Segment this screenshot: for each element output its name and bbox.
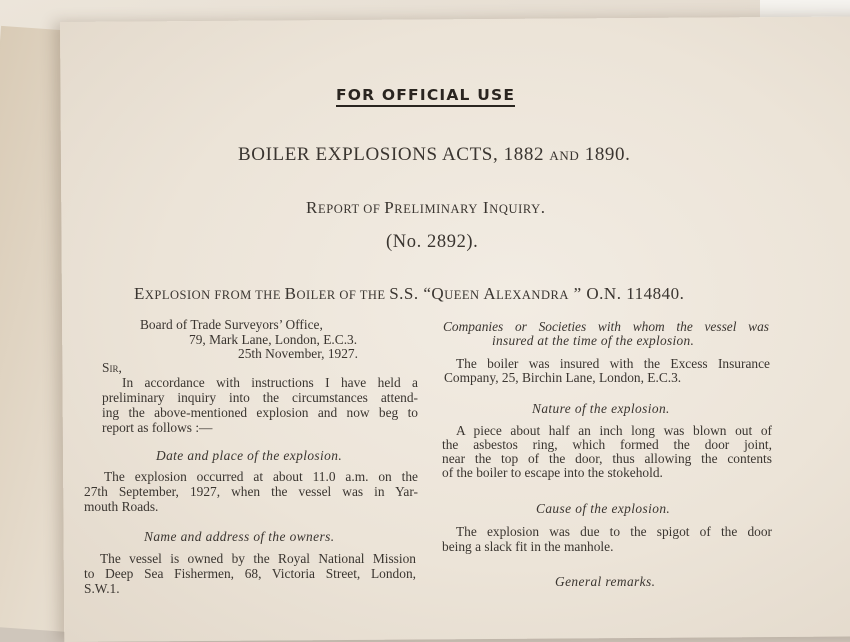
letter-date: 25th November, 1927. <box>238 346 358 361</box>
report-title-part: R <box>306 198 318 217</box>
section-heading: Date and place of the explosion. <box>156 448 343 463</box>
subject-part: E <box>134 284 145 303</box>
paragraph-line: of the boiler to escape into the stokehold. <box>442 465 663 480</box>
paragraph-line: mouth Roads. <box>84 499 159 514</box>
paragraph-line: In accordance with instructions I have held a <box>122 375 418 390</box>
subject-line <box>134 284 684 304</box>
address-line: Board of Trade Surveyors’ Office, <box>140 317 323 332</box>
address-line: 79, Mark Lane, London, E.C.3. <box>189 332 358 347</box>
section-heading: insured at the time of the explosion. <box>492 333 695 348</box>
paragraph-line: near the top of the door, thus allowing the contents <box>442 451 772 466</box>
acts-title-part: BOILER EXPLOSIONS ACTS, 1882 <box>238 144 550 165</box>
paragraph-line: The vessel is owned by the Royal National Mission <box>100 551 416 566</box>
paragraph-line: The boiler was insured with the Excess Insurance <box>456 356 770 371</box>
report-title-part: RELIMINARY <box>394 202 479 216</box>
report-title <box>306 198 546 218</box>
subject-part: Q <box>431 284 445 303</box>
report-number: (No. 2892). <box>386 232 479 252</box>
report-title-part: NQUIRY <box>489 202 541 216</box>
official-use-heading: FOR OFFICIAL USE <box>336 86 515 107</box>
subject-part: XPLOSION <box>144 288 211 302</box>
report-title-part: OF <box>359 202 385 216</box>
subject-part: FROM THE <box>210 288 285 302</box>
paragraph-line: ing the above-mentioned explosion and now beg to <box>102 405 418 420</box>
section-heading: Name and address of the owners. <box>144 529 335 544</box>
paragraph-line: The explosion occurred at about 11.0 a.m. on the <box>104 469 418 484</box>
subject-part: OF THE <box>335 288 390 302</box>
report-title-part: I <box>478 198 490 217</box>
paragraph-line: The explosion was due to the spigot of the door <box>456 524 772 539</box>
section-heading: Cause of the explosion. <box>536 501 671 516</box>
subject-part: S.S. “ <box>389 284 432 303</box>
subject-part: B <box>284 284 297 303</box>
paragraph-line: 27th September, 1927, when the vessel was in Yar- <box>84 484 418 499</box>
section-heading: General remarks. <box>555 574 656 589</box>
subject-part: UEEN <box>444 288 480 302</box>
paragraph-line: to Deep Sea Fishermen, 68, Victoria Street, London, <box>84 566 416 581</box>
acts-title-and: AND <box>549 148 580 163</box>
paragraph-line: being a slack fit in the manhole. <box>442 539 614 554</box>
paragraph-line: A piece about half an inch long was blown out of <box>456 423 772 438</box>
report-title-part: EPORT <box>317 202 360 216</box>
acts-title-part: 1890. <box>579 144 631 165</box>
paragraph-line: preliminary inquiry into the circumstances attend- <box>102 390 418 405</box>
subject-part: LEXANDRA <box>496 288 569 302</box>
paragraph-line: S.W.1. <box>84 581 120 596</box>
paragraph-line: the asbestos ring, which formed the door joint, <box>442 437 772 452</box>
section-heading: Companies or Societies with whom the vessel was <box>443 319 769 334</box>
subject-part: A <box>479 284 497 303</box>
acts-title <box>238 144 630 166</box>
section-heading: Nature of the explosion. <box>532 401 670 416</box>
paragraph-line: report as follows :— <box>102 420 213 435</box>
paragraph-line: Company, 25, Birchin Lane, London, E.C.3. <box>444 370 682 385</box>
report-title-part: . <box>540 198 546 217</box>
subject-part: ” O.N. 114840. <box>568 284 685 303</box>
subject-part: OILER <box>296 288 336 302</box>
salutation: Sir, <box>102 360 122 375</box>
report-title-part: P <box>384 198 395 217</box>
